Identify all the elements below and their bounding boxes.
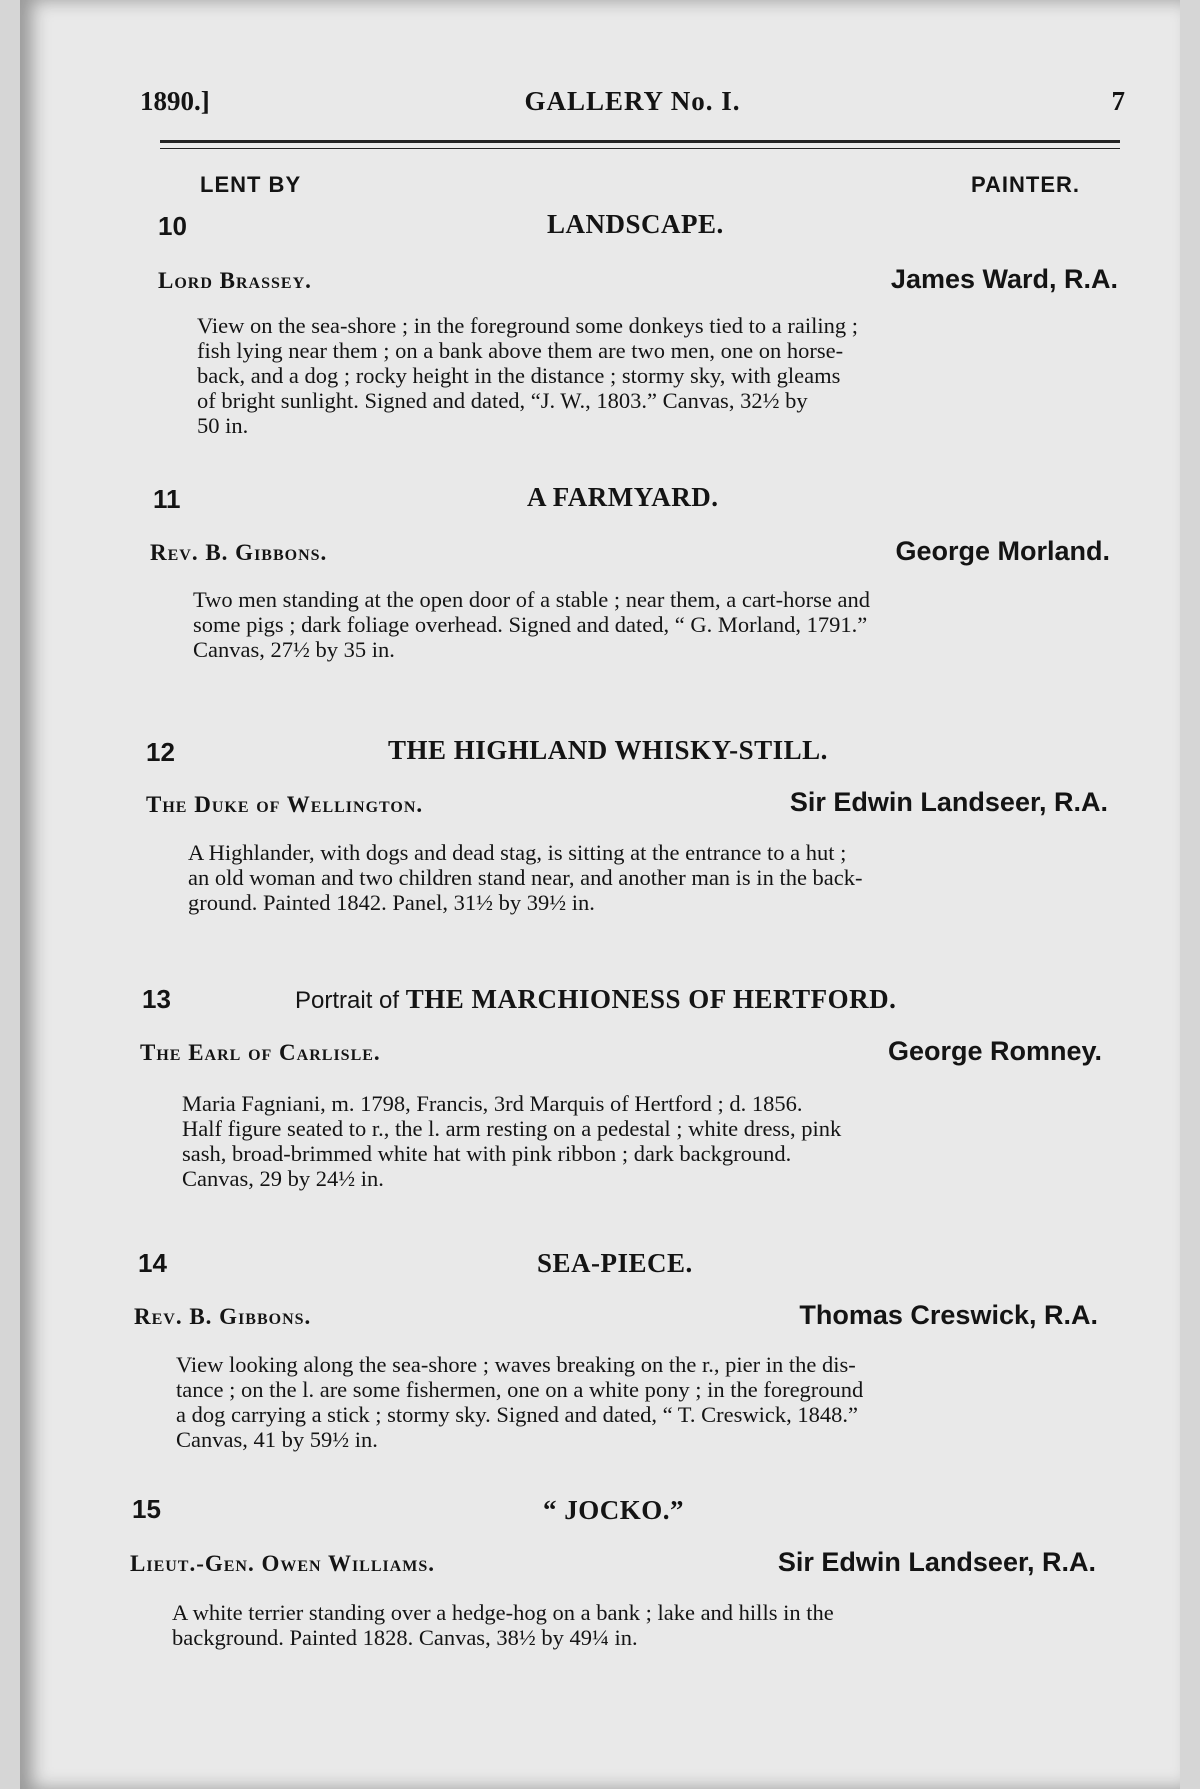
entry-title-text: LANDSCAPE. [547, 209, 724, 239]
entry-lender: Rev. B. Gibbons. [134, 1304, 312, 1329]
entry-number: 10 [158, 211, 187, 241]
entry-lender: Rev. B. Gibbons. [150, 540, 328, 565]
page-number: 7 [1111, 86, 1125, 116]
header-title: GALLERY No. I. [524, 86, 741, 116]
entry-title [547, 209, 724, 240]
entry-painter: Thomas Creswick, R.A. [799, 1300, 1098, 1330]
entry-title-text: A FARMYARD. [527, 482, 719, 512]
entry-painter: Sir Edwin Landseer, R.A. [777, 1547, 1096, 1577]
running-head [140, 86, 1125, 126]
entry-painter: George Romney. [887, 1036, 1102, 1066]
entry-description: Maria Fagniani, m. 1798, Francis, 3rd Marquis of Hertford ; d. 1856. Half figure seated to r., the l. arm resting on a pedestal ; white dress, pink sash, broad-brimmed white hat with pink ribbon ; dark background. Canvas, 29 by 24½ in. [182, 1091, 842, 1191]
entry-number: 11 [153, 484, 181, 514]
entry-title [543, 1495, 684, 1526]
entry-description: A Highlander, with dogs and dead stag, is sitting at the entrance to a hut ; an old woman and two children stand near, and another man is in the back- ground. Painted 1842. Panel, 31½ by 39½ in. [188, 840, 863, 915]
header-year: 1890.] [140, 86, 210, 116]
entry-painter: George Morland. [895, 536, 1110, 566]
entry-number: 12 [146, 737, 175, 767]
header-rule-top [160, 140, 1120, 143]
entry-title-prefix: Portrait of [295, 987, 406, 1014]
entry-number: 13 [142, 984, 171, 1014]
entry-painter: Sir Edwin Landseer, R.A. [789, 787, 1108, 817]
entry-description: Two men standing at the open door of a stable ; near them, a cart-horse and some pigs ; dark foliage overhead. Signed and dated, “ G. Morland, 1791.” Canvas, 27½ by 35 in. [193, 587, 870, 662]
entry-title-text: SEA-PIECE. [537, 1248, 693, 1278]
entry-lender: The Earl of Carlisle. [140, 1040, 381, 1065]
entry-number: 15 [132, 1494, 161, 1524]
entry-lender: Lieut.-Gen. Owen Williams. [130, 1551, 436, 1576]
entry-title-text: “ JOCKO.” [543, 1495, 685, 1525]
entry-lender: The Duke of Wellington. [146, 792, 424, 817]
painter-heading: PAINTER. [970, 172, 1080, 197]
entry-number: 14 [138, 1248, 167, 1278]
entry-title-text: THE HIGHLAND WHISKY-STILL. [388, 735, 828, 765]
entry-title [388, 735, 828, 766]
entry-lender: Lord Brassey. [158, 268, 312, 293]
entry-title [295, 984, 896, 1015]
header-rule-bottom [160, 148, 1120, 149]
entry-description: View looking along the sea-shore ; waves breaking on the r., pier in the dis- tance ; on the l. are some fishermen, one on a white pony ; in the foreground a dog carrying a stick ; stormy sky. Signed and dated, “ T. Creswick, 1848.” Canvas, 41 by 59½ in. [176, 1352, 864, 1452]
entry-title [527, 482, 719, 513]
entry-painter: James Ward, R.A. [890, 264, 1118, 294]
lent-by-heading: LENT BY [200, 172, 302, 197]
entry-description: View on the sea-shore ; in the foreground some donkeys tied to a railing ; fish lying near them ; on a bank above them are two men, one on horse- back, and a dog ; rocky height in the distance ; stormy sky, with gleams of bright sunlight. Signed and dated, “J. W., 1803.” Canvas, 32½ by 50 in. [197, 313, 858, 438]
entry-description: A white terrier standing over a hedge-hog on a bank ; lake and hills in the background. Painted 1828. Canvas, 38½ by 49¼ in. [172, 1600, 834, 1650]
entry-title [537, 1248, 693, 1279]
entry-title-text: THE MARCHIONESS OF HERTFORD. [405, 984, 897, 1014]
